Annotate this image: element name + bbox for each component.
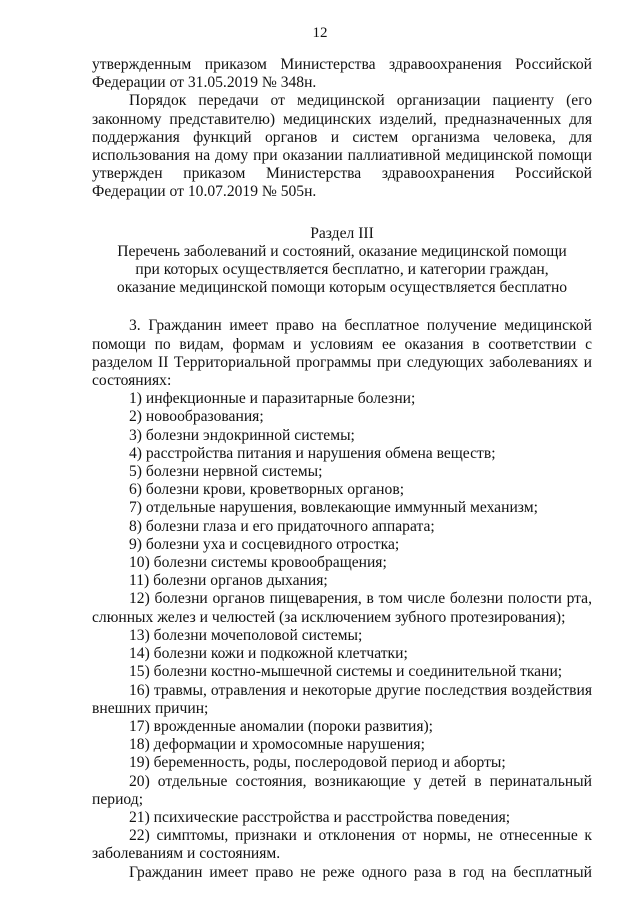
paragraph-transfer-order: Порядок передачи от медицинской организации пациенту (его законному представителю) медицинских изделий, предназначенных для поддержания функций органов и систем организма человека, для использования на дому при оказании паллиативной медицинской помощи утвержден приказом Министерства здравоохранения Российской Федерации от 10.07.2019 № 505н.	[92, 92, 592, 201]
section-subtitle: Перечень заболеваний и состояний, оказание медицинской помощи при которых осуществляется бесплатно, и категории граждан, оказание медицинской помощи которым осуществляется бесплатно	[116, 242, 568, 297]
list-item: 21) психические расстройства и расстройства поведения;	[129, 808, 511, 826]
list-item: 6) болезни крови, кроветворных органов;	[129, 481, 405, 499]
conditions-list	[92, 390, 592, 863]
list-item: 17) врожденные аномалии (пороки развития);	[129, 717, 434, 735]
list-item: 1) инфекционные и паразитарные болезни;	[129, 390, 416, 408]
list-item: 4) расстройства питания и нарушения обмена веществ;	[129, 444, 496, 462]
page-number: 12	[312, 25, 328, 41]
list-item: 18) деформации и хромосомные нарушения;	[129, 736, 425, 754]
list-item: 10) болезни системы кровообращения;	[129, 554, 387, 572]
list-item: 2) новообразования;	[129, 408, 264, 426]
list-item: 5) болезни нервной системы;	[129, 463, 323, 481]
section-heading: Раздел III	[310, 224, 374, 242]
list-item: 19) беременность, роды, послеродовой период и аборты;	[129, 754, 506, 772]
section-spacer	[92, 297, 592, 317]
list-item: 9) болезни уха и сосцевидного отростка;	[129, 535, 400, 553]
list-item: 16) травмы, отравления и некоторые другие последствия воздействия внешних причин;	[92, 681, 592, 717]
list-item: 14) болезни кожи и подкожной клетчатки;	[129, 645, 408, 663]
paragraph-continuation: утвержденным приказом Министерства здравоохранения Российской Федерации от 31.05.2019 № 348н.	[92, 56, 592, 92]
list-item: 11) болезни органов дыхания;	[129, 572, 328, 590]
list-item: 12) болезни органов пищеварения, в том числе болезни полости рта, слюнных желез и челюстей (за исключением зубного протезирования);	[92, 590, 592, 626]
list-item: 3) болезни эндокринной системы;	[129, 426, 355, 444]
list-item: 20) отдельные состояния, возникающие у детей в перинатальный период;	[92, 772, 592, 808]
list-item: 8) болезни глаза и его придаточного аппарата;	[129, 517, 435, 535]
closing-paragraph: Гражданин имеет право не реже одного раза в год на бесплатный	[129, 863, 592, 881]
clause-3-intro: 3. Гражданин имеет право на бесплатное получение медицинской помощи по видам, формам и условиям ее оказания в соответствии с разделом II Территориальной программы при следующих заболеваниях и состояниях:	[92, 317, 592, 390]
document-body	[92, 56, 592, 882]
list-item: 22) симптомы, признаки и отклонения от нормы, не отнесенные к заболеваниям и состояниям.	[92, 827, 592, 863]
list-item: 13) болезни мочеполовой системы;	[129, 626, 363, 644]
list-item: 7) отдельные нарушения, вовлекающие иммунный механизм;	[129, 499, 538, 517]
list-item: 15) болезни костно-мышечной системы и соединительной ткани;	[129, 663, 563, 681]
